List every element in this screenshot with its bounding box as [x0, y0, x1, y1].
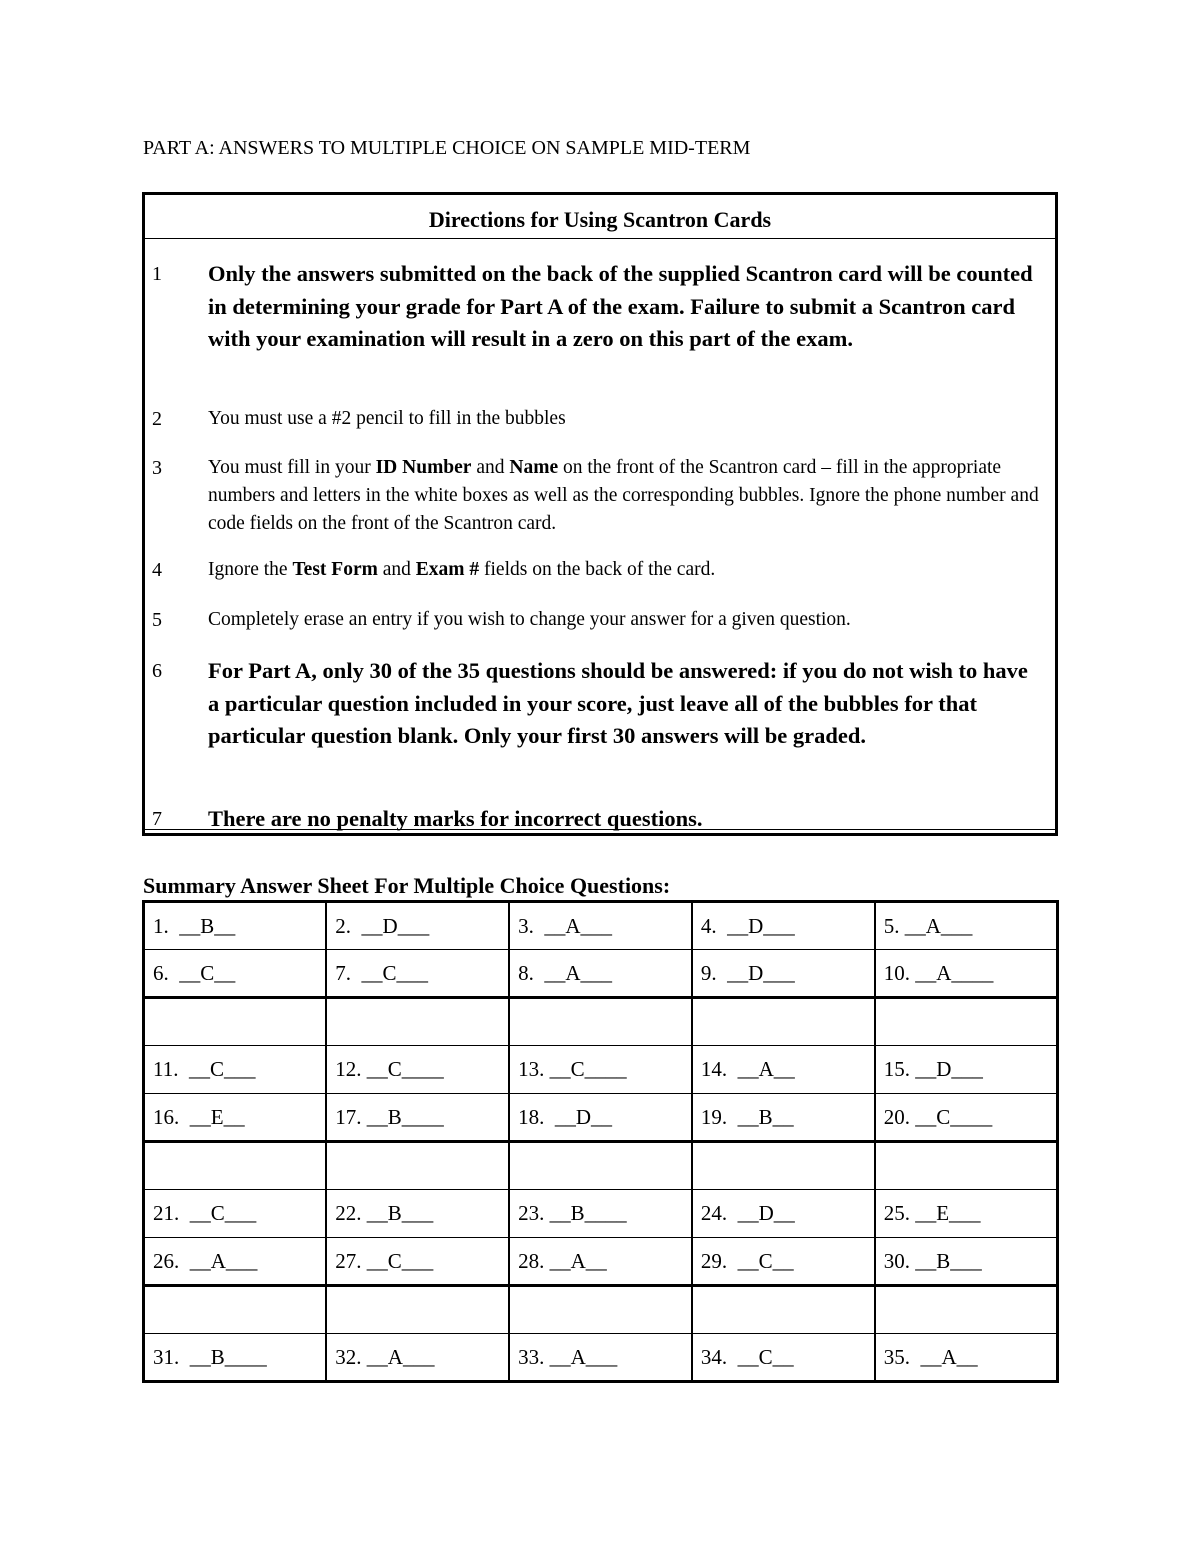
answer-cell: 12. __C____	[326, 1046, 509, 1094]
table-row	[144, 950, 1058, 998]
answer-cell: 8. __A___	[509, 950, 692, 998]
answer-cell	[692, 1142, 875, 1190]
answer-cell: 29. __C__	[692, 1238, 875, 1286]
table-row	[144, 1142, 1058, 1190]
direction-text: There are no penalty marks for incorrect questions.	[208, 806, 703, 831]
direction-number: 5	[152, 609, 162, 631]
direction-text: Ignore the Test Form and Exam # fields on the back of the card.	[208, 559, 716, 580]
answer-cell: 33. __A___	[509, 1334, 692, 1382]
answer-cell	[144, 1142, 327, 1190]
direction-text: For Part A, only 30 of the 35 questions should be answered: if you do not wish to have a particular question included in your score, just leave all of the bubbles for that particular question blank. Only your first 30 answers will be graded.	[208, 658, 1028, 748]
answer-cell: 26. __A___	[144, 1238, 327, 1286]
direction-number: 6	[152, 660, 162, 682]
answer-cell	[509, 1142, 692, 1190]
direction-text: You must fill in your ID Number and Name on the front of the Scantron card – fill in the appropriate numbers and letters in the white boxes as well as the corresponding bubbles. Ignore the phone number and code fields on the front of the Scantron card.	[208, 457, 1039, 534]
answer-cell: 30. __B___	[875, 1238, 1058, 1286]
table-row	[144, 1238, 1058, 1286]
page-title: PART A: ANSWERS TO MULTIPLE CHOICE ON SAMPLE MID-TERM	[143, 137, 751, 159]
answer-cell: 4. __D___	[692, 902, 875, 950]
table-row	[144, 902, 1058, 950]
answer-cell	[326, 998, 509, 1046]
answer-cell	[144, 998, 327, 1046]
answer-table	[142, 900, 1059, 1383]
answer-cell: 10. __A____	[875, 950, 1058, 998]
answer-cell: 15. __D___	[875, 1046, 1058, 1094]
directions-heading: Directions for Using Scantron Cards	[145, 200, 1055, 239]
direction-number: 1	[152, 263, 162, 285]
answer-cell	[509, 1286, 692, 1334]
table-row	[144, 1046, 1058, 1094]
answer-cell: 25. __E___	[875, 1190, 1058, 1238]
direction-number: 7	[152, 808, 162, 830]
answer-cell: 35. __A__	[875, 1334, 1058, 1382]
answer-cell: 18. __D__	[509, 1094, 692, 1142]
direction-number: 2	[152, 408, 162, 430]
answer-cell: 23. __B____	[509, 1190, 692, 1238]
answer-cell	[692, 1286, 875, 1334]
answer-cell: 14. __A__	[692, 1046, 875, 1094]
answer-cell: 31. __B____	[144, 1334, 327, 1382]
answer-cell: 32. __A___	[326, 1334, 509, 1382]
direction-text: Completely erase an entry if you wish to change your answer for a given question.	[208, 609, 851, 630]
answer-cell	[875, 1286, 1058, 1334]
table-row	[144, 1190, 1058, 1238]
direction-text: You must use a #2 pencil to fill in the bubbles	[208, 408, 566, 429]
answer-cell: 11. __C___	[144, 1046, 327, 1094]
table-row	[144, 1286, 1058, 1334]
answer-cell: 3. __A___	[509, 902, 692, 950]
answer-cell: 16. __E__	[144, 1094, 327, 1142]
answer-cell	[326, 1286, 509, 1334]
answer-cell: 13. __C____	[509, 1046, 692, 1094]
direction-text: Only the answers submitted on the back of the supplied Scantron card will be counted in determining your grade for Part A of the exam. Failure to submit a Scantron card with your examination will result in a zero on this part of the exam.	[208, 261, 1033, 351]
answer-cell	[875, 1142, 1058, 1190]
answer-cell: 17. __B____	[326, 1094, 509, 1142]
answer-cell: 24. __D__	[692, 1190, 875, 1238]
table-row	[144, 1334, 1058, 1382]
summary-heading: Summary Answer Sheet For Multiple Choice Questions:	[143, 873, 671, 898]
direction-number: 4	[152, 559, 162, 581]
answer-cell	[692, 998, 875, 1046]
answer-cell: 6. __C__	[144, 950, 327, 998]
answer-cell	[875, 998, 1058, 1046]
answer-cell: 27. __C___	[326, 1238, 509, 1286]
answer-cell: 1. __B__	[144, 902, 327, 950]
table-row	[144, 1094, 1058, 1142]
answer-cell: 2. __D___	[326, 902, 509, 950]
answer-cell	[326, 1142, 509, 1190]
answer-cell: 19. __B__	[692, 1094, 875, 1142]
answer-cell: 21. __C___	[144, 1190, 327, 1238]
answer-cell: 20. __C____	[875, 1094, 1058, 1142]
answer-cell	[144, 1286, 327, 1334]
answer-cell: 28. __A__	[509, 1238, 692, 1286]
answer-cell: 22. __B___	[326, 1190, 509, 1238]
answer-cell: 34. __C__	[692, 1334, 875, 1382]
answer-cell	[509, 998, 692, 1046]
answer-cell: 7. __C___	[326, 950, 509, 998]
answer-cell: 5. __A___	[875, 902, 1058, 950]
answer-cell: 9. __D___	[692, 950, 875, 998]
directions-box	[142, 192, 1058, 836]
direction-number: 3	[152, 457, 162, 479]
table-row	[144, 998, 1058, 1046]
